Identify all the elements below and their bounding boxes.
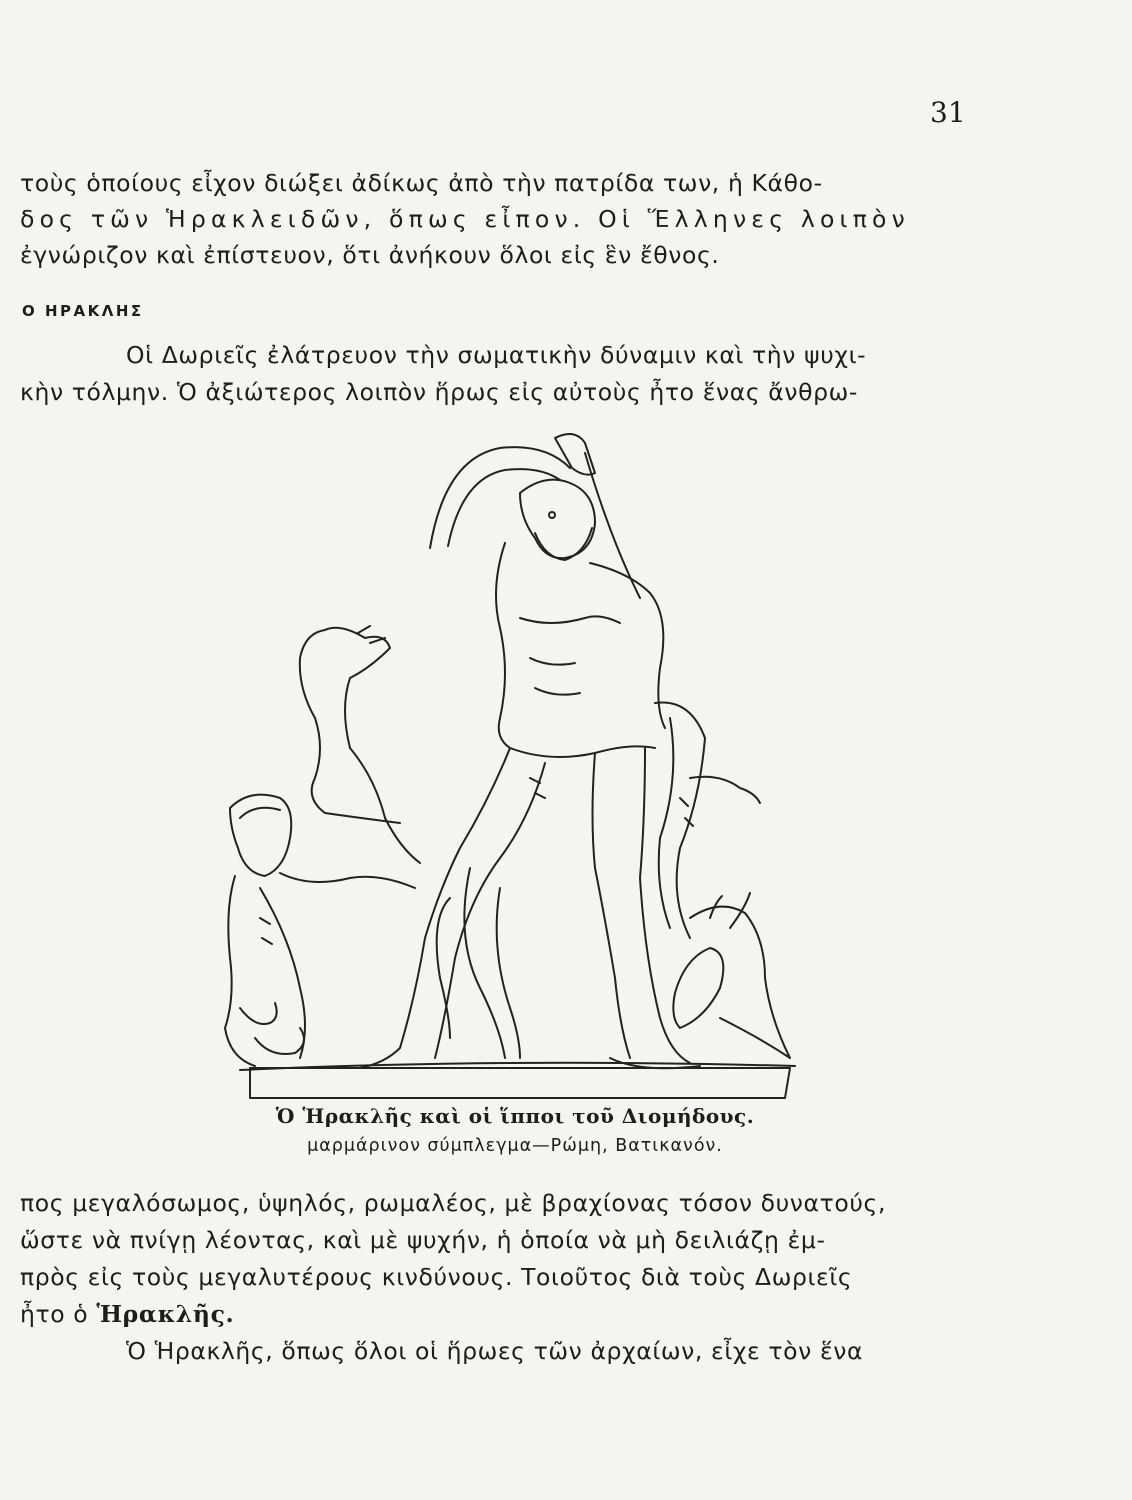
paragraph3-line-4-text: ἦτο ὁ — [20, 1300, 89, 1328]
paragraph2-line-2: κὴν τόλμην. Ὁ ἀξιώτερος λοιπὸν ἥρως εἰς αὐτοὺς ἦτο ἕνας ἄνθρω- — [20, 378, 858, 406]
paragraph3-line-5: Ὁ Ἡρακλῆς, ὅπως ὅλοι οἱ ἥρωες τῶν ἀρχαίων, εἶχε τὸν ἕνα — [126, 1337, 864, 1365]
page-number: 31 — [930, 96, 966, 129]
paragraph2-line-1: Οἱ Δωριεῖς ἐλάτρευον τὴν σωματικὴν δύναμιν καὶ τὴν ψυχι- — [126, 341, 867, 369]
paragraph1-line-3: ἐγνώριζον καὶ ἐπίστευον, ὅτι ἀνήκουν ὅλοι εἰς ἓν ἔθνος. — [20, 241, 720, 269]
figure-caption-subtitle: μαρμάρινον σύμπλεγμα—Ρώμη, Βατικανόν. — [307, 1136, 723, 1156]
paragraph3-line-3: πρὸς εἰς τοὺς μεγαλυτέρους κινδύνους. Τοιοῦτος διὰ τοὺς Δωριεῖς — [20, 1263, 853, 1291]
paragraph1-line-2: δος τῶν Ἡρακλειδῶν, ὅπως εἶπον. Οἱ Ἕλληνες λοιπὸν — [20, 205, 910, 233]
paragraph3-line-2: ὥστε νὰ πνίγῃ λέοντας, καὶ μὲ ψυχήν, ἡ ὁποία νὰ μὴ δειλιάζῃ ἐμ- — [20, 1226, 826, 1254]
heracles-bold-name: Ἡρακλῆς. — [96, 1300, 235, 1328]
figure-caption-title: Ὁ Ἡρακλῆς καὶ οἱ ἵπποι τοῦ Διομήδους. — [275, 1104, 755, 1128]
paragraph3-line-4 — [20, 1299, 965, 1329]
sculpture-illustration — [200, 418, 820, 1103]
section-heading: Ο ΗΡΑΚΛΗΣ — [22, 302, 144, 320]
paragraph1-line-1: τοὺς ὁποίους εἶχον διώξει ἀδίκως ἀπὸ τὴν πατρίδα των, ἡ Κάθο- — [20, 169, 823, 197]
paragraph3-line-1: πος μεγαλόσωμος, ὑψηλός, ρωμαλέος, μὲ βραχίονας τόσον δυνατούς, — [20, 1189, 887, 1217]
